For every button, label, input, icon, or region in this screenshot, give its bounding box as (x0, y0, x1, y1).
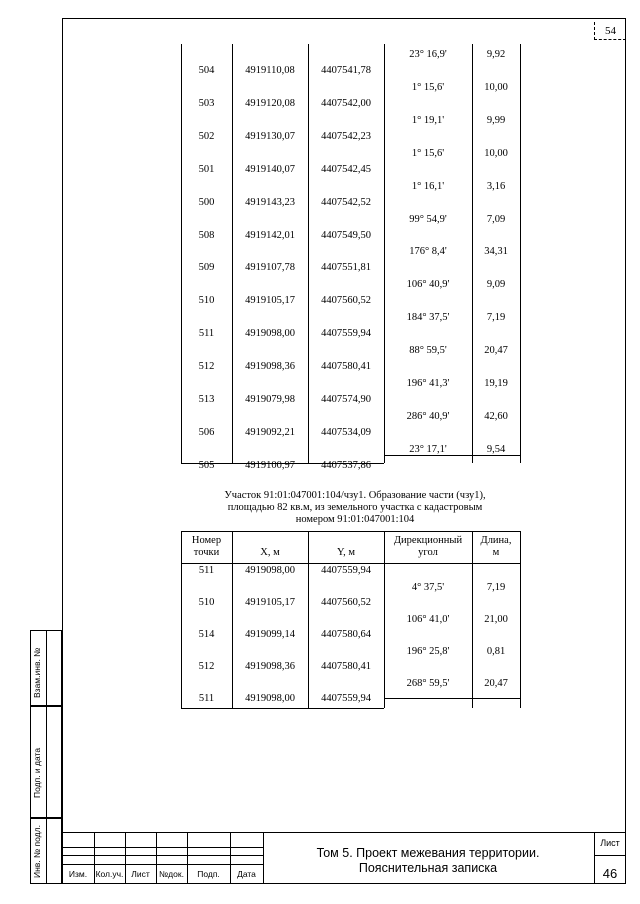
direction-angle: 1° 15,6' (411, 147, 445, 159)
coordinate-y: 4407580,64 (321, 629, 371, 640)
direction-angle: 268° 59,5' (406, 678, 450, 689)
point-number: 509 (198, 262, 215, 274)
coordinate-y: 4407542,52 (321, 196, 371, 208)
direction-angle: 23° 16,9' (409, 49, 447, 60)
coordinate-y: 4407580,41 (321, 361, 371, 373)
point-number: 514 (198, 629, 215, 640)
coordinate-y: 4407560,52 (321, 597, 371, 608)
header-length-line1: Длина, (480, 535, 512, 546)
coordinate-y: 4407542,45 (321, 163, 371, 175)
direction-angle: 196° 41,3' (406, 378, 450, 389)
document-title-line-1: Том 5. Проект межевания территории. (316, 846, 540, 860)
tb-col-podp: Подп. (197, 869, 220, 879)
segment-length: 9,99 (486, 114, 506, 126)
table-2-column-line (181, 531, 182, 708)
coordinate-x: 4919099,14 (245, 629, 295, 640)
direction-angle: 1° 19,1' (411, 114, 445, 126)
table-2-bottom-line (181, 708, 384, 709)
coordinate-x: 4919098,36 (245, 361, 295, 373)
coordinate-x: 4919120,08 (245, 97, 295, 109)
direction-angle: 286° 40,9' (406, 410, 450, 422)
point-number: 513 (198, 394, 215, 405)
coordinate-y: 4407559,94 (321, 693, 371, 704)
segment-length: 9,09 (486, 279, 506, 291)
margin-label-podp: Подп. и дата (32, 747, 42, 798)
coordinate-y: 4407541,78 (321, 65, 371, 76)
header-y: Y, м (336, 547, 356, 558)
table-2-column-line (520, 531, 521, 708)
point-number: 512 (198, 361, 215, 373)
point-number: 502 (198, 130, 215, 142)
table-2-segment-bottom-line (384, 698, 520, 699)
segment-length: 0,81 (486, 646, 506, 657)
coordinate-x: 4919092,21 (245, 426, 295, 438)
point-number: 512 (198, 661, 215, 672)
document-title-line-2: Пояснительная записка (358, 861, 498, 875)
tb-col-kol: Кол.уч. (95, 869, 124, 879)
segment-length: 7,09 (486, 213, 506, 225)
point-number: 503 (198, 97, 215, 109)
tb-col-list: Лист (131, 869, 150, 879)
coordinate-x: 4919098,00 (245, 565, 295, 576)
coordinate-y: 4407537,86 (321, 459, 371, 471)
direction-angle: 4° 37,5' (411, 582, 445, 593)
point-number: 511 (198, 328, 215, 340)
document-title (263, 846, 593, 876)
point-number: 508 (198, 229, 215, 241)
header-angle-line1: Дирекционный (393, 535, 463, 546)
parcel-caption-line-1: Участок 91:01:047001:104/чзу1. Образование части (чзу1), (224, 490, 486, 501)
segment-length: 7,19 (486, 312, 506, 324)
segment-length: 20,47 (484, 345, 508, 357)
margin-divider (46, 630, 47, 884)
coordinate-y: 4407559,94 (321, 328, 371, 340)
segment-length: 34,31 (484, 246, 508, 258)
point-number: 500 (198, 196, 215, 208)
segment-length: 9,54 (486, 443, 506, 455)
point-number: 510 (198, 597, 215, 608)
table-1-segment-bottom-line (384, 455, 520, 456)
segment-length: 20,47 (484, 678, 508, 689)
tb-col-data: Дата (237, 869, 256, 879)
point-number: 510 (198, 295, 215, 307)
segment-length: 19,19 (484, 378, 508, 389)
coordinate-x: 4919105,17 (245, 295, 295, 307)
coordinate-y: 4407534,09 (321, 426, 371, 438)
direction-angle: 1° 16,1' (411, 180, 445, 192)
table-1-column-line (520, 44, 521, 463)
direction-angle: 196° 25,8' (406, 646, 450, 657)
coordinate-x: 4919140,07 (245, 163, 295, 175)
direction-angle: 176° 8,4' (409, 246, 447, 258)
table-2-header-line (181, 563, 520, 564)
sheet-label: Лист (600, 838, 620, 848)
table-2-column-line (232, 531, 233, 708)
page-frame (62, 18, 626, 884)
tb-col-ndok: №док. (159, 869, 184, 879)
direction-angle: 106° 41,0' (406, 614, 450, 625)
coordinate-y: 4407551,81 (321, 262, 371, 274)
coordinate-x: 4919100,97 (245, 459, 295, 471)
coordinate-x: 4919098,00 (245, 328, 295, 340)
coordinate-y: 4407542,23 (321, 130, 371, 142)
point-number: 505 (198, 459, 215, 471)
direction-angle: 23° 17,1' (409, 443, 447, 455)
coordinate-x: 4919079,98 (245, 394, 295, 405)
coordinate-x: 4919143,23 (245, 196, 295, 208)
direction-angle: 106° 40,9' (406, 279, 450, 291)
margin-label-vzam: Взам.инв. № (32, 647, 42, 698)
point-number: 501 (198, 163, 215, 175)
coordinate-x: 4919098,00 (245, 693, 295, 704)
segment-length: 10,00 (484, 81, 508, 93)
tb-col-izm: Изм. (68, 869, 88, 879)
margin-label-inv: Инв. № подл. (32, 825, 42, 878)
direction-angle: 1° 15,6' (411, 81, 445, 93)
coordinate-y: 4407559,94 (321, 565, 371, 576)
header-length-line2: м (492, 547, 500, 558)
point-number: 511 (198, 565, 215, 576)
direction-angle: 184° 37,5' (406, 312, 450, 324)
segment-length: 9,92 (486, 49, 506, 60)
direction-angle: 99° 54,9' (409, 213, 447, 225)
point-number: 506 (198, 426, 215, 438)
coordinate-y: 4407542,00 (321, 97, 371, 109)
coordinate-x: 4919098,36 (245, 661, 295, 672)
coordinate-y: 4407580,41 (321, 661, 371, 672)
top-page-number: 54 (594, 22, 626, 40)
header-angle-line2: угол (418, 547, 438, 558)
direction-angle: 88° 59,5' (409, 345, 447, 357)
coordinate-x: 4919107,78 (245, 262, 295, 274)
parcel-caption-line-3: номером 91:01:047001:104 (295, 514, 415, 525)
coordinate-y: 4407574,90 (321, 394, 371, 405)
segment-length: 7,19 (486, 582, 506, 593)
table-2-column-line (308, 531, 309, 708)
parcel-caption-line-2: площадью 82 кв.м, из земельного участка с кадастровым (227, 502, 483, 513)
coordinate-x: 4919105,17 (245, 597, 295, 608)
coordinate-x: 4919130,07 (245, 130, 295, 142)
coordinate-x: 4919142,01 (245, 229, 295, 241)
header-x: X, м (260, 547, 280, 558)
header-point-line2: точки (193, 547, 220, 558)
table-2-top-line (181, 531, 520, 532)
point-number: 504 (198, 65, 215, 76)
segment-length: 21,00 (484, 614, 508, 625)
coordinate-x: 4919110,08 (245, 65, 295, 76)
point-number: 511 (198, 693, 215, 704)
segment-length: 3,16 (486, 180, 506, 192)
segment-length: 42,60 (484, 410, 508, 422)
segment-length: 10,00 (484, 147, 508, 159)
coordinate-y: 4407560,52 (321, 295, 371, 307)
coordinate-y: 4407549,50 (321, 229, 371, 241)
header-point-line1: Номер (191, 535, 222, 546)
sheet-number: 46 (602, 866, 618, 881)
